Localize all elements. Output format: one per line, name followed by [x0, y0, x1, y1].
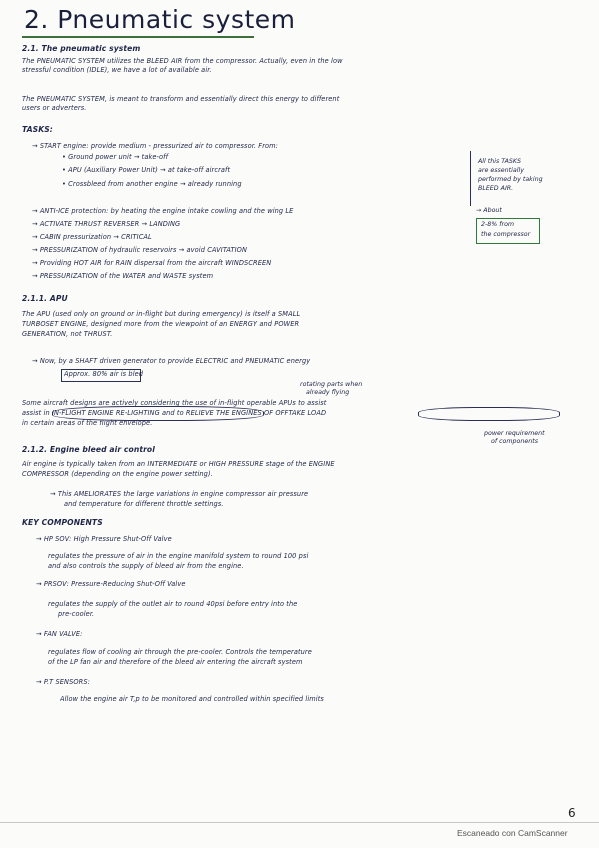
task-start-apu: • APU (Auxiliary Power Unit) → at take-off aircraft	[62, 166, 231, 174]
task-water-waste: → PRESSURIZATION of the WATER and WASTE system	[32, 272, 214, 280]
title-underline	[22, 36, 254, 38]
task-hydraulic-pressurization: → PRESSURIZATION of hydraulic reservoirs → avoid CAVITATION	[32, 246, 247, 254]
task-start-engine: → START engine: provide medium - pressurized air to compressor. From:	[32, 142, 278, 150]
bleed-para1-line2: COMPRESSOR (depending on the engine power setting).	[22, 470, 213, 478]
task-cabin-pressurization: → CABIN pressurization → CRITICAL	[32, 233, 152, 241]
side-note-line2: are essentially	[478, 167, 524, 174]
prsov-desc-line2: pre-cooler.	[58, 610, 95, 618]
relighting-oval	[52, 406, 264, 421]
task-start-ground-power: • Ground power unit → take-off	[62, 153, 169, 161]
side-note-line3: performed by taking	[478, 176, 543, 183]
apu-note-power: power requirement	[484, 430, 545, 437]
bleed-para2-line2: and temperature for different throttle settings.	[64, 500, 224, 508]
pt-sensors-desc: Allow the engine air T,p to be monitored and controlled within specified limits	[60, 695, 324, 703]
hp-sov-desc-line1: regulates the pressure of air in the engine manifold system to round 100 psi	[48, 552, 309, 560]
side-note-line4: BLEED AIR.	[478, 185, 514, 192]
prsov-desc-line1: regulates the supply of the outlet air to round 40psi before entry into the	[48, 600, 298, 608]
offtake-load-oval	[418, 407, 560, 421]
bleed-para1-line1: Air engine is typically taken from an INTERMEDIATE or HIGH PRESSURE stage of the ENGINE	[22, 460, 335, 468]
apu-para2-line1: → Now, by a SHAFT driven generator to provide ELECTRIC and PNEUMATIC energy	[32, 357, 311, 365]
side-note-line1: All this TASKS	[478, 158, 521, 165]
side-note-about: → About	[476, 207, 502, 214]
section-2-1-heading: 2.1. The pneumatic system	[22, 44, 141, 53]
key-components-label: KEY COMPONENTS	[22, 518, 103, 527]
task-anti-ice: → ANTI-ICE protection: by heating the engine intake cowling and the wing LE	[32, 207, 294, 215]
apu-para3-line2: assist in IN-FLIGHT ENGINE RE-LIGHTING and to RELIEVE THE ENGINES OF OFFTAKE LOAD	[22, 409, 327, 417]
hp-sov-desc-line2: and also controls the supply of bleed air from the engine.	[48, 562, 244, 570]
section-2-1-1-heading: 2.1.1. APU	[22, 294, 68, 303]
apu-note-rotating: rotating parts when	[300, 381, 363, 388]
s21-para1-line1: The PNEUMATIC SYSTEM utilizes the BLEED AIR from the compressor. Actually, even in the low	[22, 57, 343, 65]
bleed-para2-line1: → This AMELIORATES the large variations in engine compressor air pressure	[50, 490, 309, 498]
tasks-label: TASKS:	[22, 125, 53, 134]
apu-para1-line3: GENERATION, not THRUST.	[22, 330, 113, 338]
section-2-1-2-heading: 2.1.2. Engine bleed air control	[22, 445, 155, 454]
task-start-crossbleed: • Crossbleed from another engine → already running	[62, 180, 242, 188]
apu-para3-line3: in certain areas of the flight envelope.	[22, 419, 153, 427]
page-bottom-line	[0, 822, 599, 823]
apu-para1-line2: TURBOSET ENGINE, designed more from the viewpoint of an ENERGY and POWER	[22, 320, 300, 328]
apu-note-components: of components	[491, 438, 538, 445]
task-hot-air-rain: → Providing HOT AIR for RAIN dispersal from the aircraft WINDSCREEN	[32, 259, 272, 267]
side-note-compressor: the compressor	[481, 231, 531, 238]
s21-para2-line1: The PNEUMATIC SYSTEM, is meant to transform and essentially direct this energy to different	[22, 95, 340, 103]
s21-para1-line2: stressful condition (IDLE), we have a lot of available air.	[22, 66, 212, 74]
fan-valve-desc-line1: regulates flow of cooling air through the pre-cooler. Controls the temperature	[48, 648, 312, 656]
page-title: 2. Pneumatic system	[24, 5, 296, 34]
s21-para2-line2: users or adverters.	[22, 104, 87, 112]
apu-para3-line1: Some aircraft designs are actively considering the use of in-flight operable APUs to assist	[22, 399, 327, 407]
fan-valve-desc-line2: of the LP fan air and therefore of the bleed air entering the aircraft system	[48, 658, 303, 666]
apu-para2-line2: Approx. 80% air is bled	[64, 370, 144, 378]
scanner-watermark: Escaneado con CamScanner	[457, 828, 568, 838]
prsov-title: → PRSOV: Pressure-Reducing Shut-Off Valve	[36, 580, 186, 588]
apu-note-already-flying: already flying	[306, 389, 350, 396]
side-note-percent: 2-8% from	[481, 221, 515, 228]
fan-valve-title: → FAN VALVE:	[36, 630, 83, 638]
pt-sensors-title: → P.T SENSORS:	[36, 678, 90, 686]
task-thrust-reverser: → ACTIVATE THRUST REVERSER → LANDING	[32, 220, 181, 228]
tasks-brace	[466, 151, 471, 206]
apu-para1-line1: The APU (used only on ground or in-flight but during emergency) is itself a SMALL	[22, 310, 301, 318]
page-number: 6	[568, 806, 576, 820]
hp-sov-title: → HP SOV: High Pressure Shut-Off Valve	[36, 535, 172, 543]
